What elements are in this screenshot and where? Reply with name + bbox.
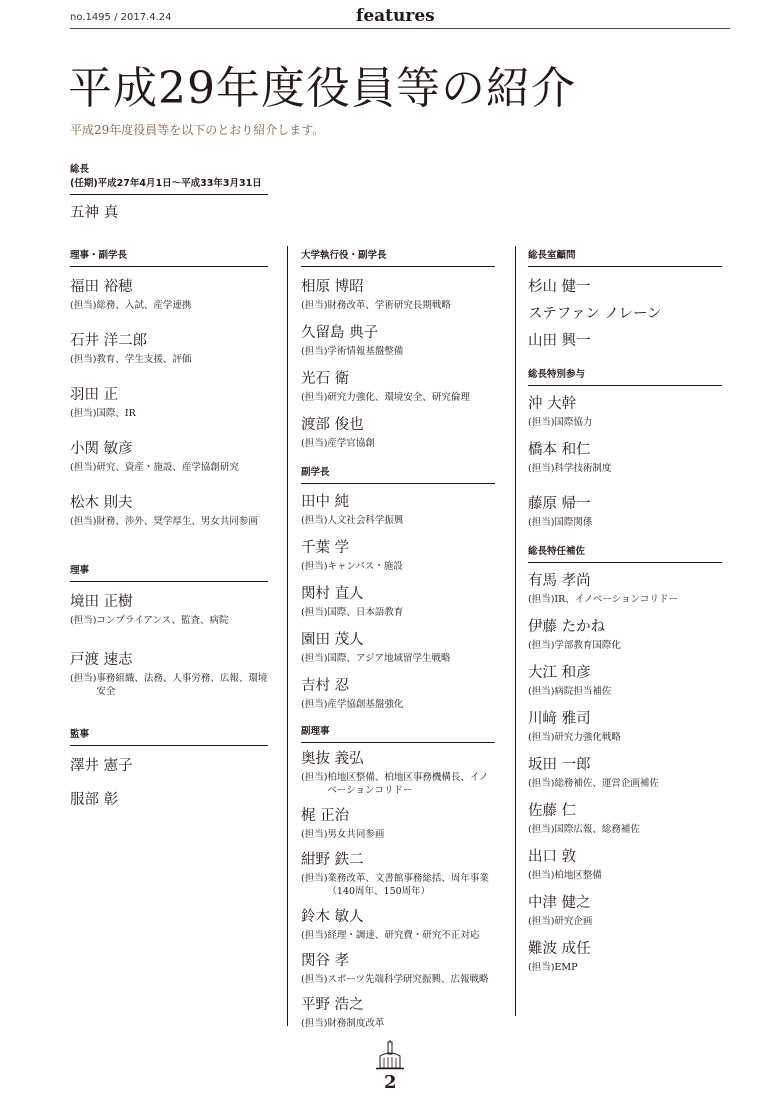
member-role: [301, 828, 495, 841]
column-1: [70, 249, 268, 809]
role-prefix: (担当): [301, 829, 328, 840]
role-text: 学術情報基盤整備: [327, 346, 404, 357]
member-name: 紺野 鉄二: [301, 852, 364, 868]
member: [301, 585, 495, 619]
role-text: 学部教育国際化: [554, 640, 621, 651]
role-prefix: (担当): [301, 1018, 328, 1029]
role-text: 総務補佐、運営企画補佐: [554, 778, 659, 789]
member: [301, 908, 495, 942]
role-prefix: (担当): [528, 640, 555, 651]
member: [528, 710, 722, 744]
group-heading: 監事: [70, 728, 268, 746]
group-heading: 副学長: [301, 466, 495, 484]
member-role: [301, 872, 495, 898]
member: [301, 493, 495, 527]
role-prefix: (担当): [528, 916, 555, 927]
member-role: [301, 973, 495, 986]
group-heading: 大学執行役・副学長: [301, 249, 495, 267]
role-text: 業務改革、文書館事務総括、周年事業（140周年、150周年）: [327, 873, 489, 897]
member-role: [301, 299, 495, 312]
role-prefix: (担当): [70, 462, 97, 473]
member: [301, 416, 495, 450]
role-text: EMP: [554, 962, 578, 973]
group-3-1: [528, 249, 722, 350]
member-name: 出口 敦: [528, 849, 577, 865]
member-name: 平野 浩之: [301, 997, 364, 1013]
member: [70, 494, 268, 528]
member-role: [528, 961, 722, 974]
member-name: 橋本 和仁: [528, 442, 591, 458]
member: [301, 952, 495, 986]
role-text: 国際、IR: [96, 408, 136, 419]
role-text: IR、イノベーションコリドー: [554, 594, 678, 605]
role-prefix: (担当): [70, 300, 97, 311]
column-2: [301, 249, 495, 1030]
member: [70, 440, 268, 474]
yasuda-auditorium-icon: [376, 1040, 404, 1070]
role-prefix: (担当): [301, 974, 328, 985]
role-prefix: (担当): [528, 686, 555, 697]
group-3-3: [528, 545, 722, 974]
member-role: [301, 606, 495, 619]
member-name: 久留島 典子: [301, 325, 379, 341]
role-prefix: (担当): [528, 732, 555, 743]
member: [70, 791, 268, 809]
member-name: 佐藤 仁: [528, 803, 577, 819]
role-prefix: (担当): [528, 962, 555, 973]
member-role: [70, 515, 268, 528]
member-name: 澤井 憲子: [70, 758, 133, 774]
role-text: 研究企画: [554, 916, 593, 927]
role-text: 国際、アジア地域留学生戦略: [327, 653, 451, 664]
role-text: 国際、日本語教育: [327, 607, 404, 618]
member: [528, 278, 722, 296]
role-text: 科学技術制度: [554, 463, 612, 474]
role-prefix: (担当): [301, 873, 328, 884]
role-prefix: (担当): [301, 300, 328, 311]
member-name: 戸渡 速志: [70, 652, 133, 668]
role-prefix: (担当): [528, 778, 555, 789]
member: [301, 631, 495, 665]
member-name: 園田 茂人: [301, 632, 364, 648]
role-text: 研究力強化戦略: [554, 732, 621, 743]
member: [301, 750, 495, 797]
role-prefix: (担当): [528, 517, 555, 528]
role-text: 研究、資産・施設、産学協創研究: [96, 462, 239, 473]
role-prefix: (担当): [70, 354, 97, 365]
group-1-1: [70, 249, 268, 528]
member-name: 服部 彰: [70, 792, 119, 808]
group-heading: 総長特任補佐: [528, 545, 722, 563]
role-prefix: (担当): [528, 463, 555, 474]
member: [301, 370, 495, 404]
member: [301, 539, 495, 573]
group-2-1: [301, 249, 495, 450]
group-heading: 副理事: [301, 725, 495, 743]
page-number: 2: [384, 1072, 397, 1093]
role-prefix: (担当): [528, 594, 555, 605]
member: [301, 996, 495, 1030]
member-name: 藤原 帰一: [528, 496, 591, 512]
member: [528, 305, 722, 323]
member-role: [301, 698, 495, 711]
member-role: [70, 461, 268, 474]
member: [528, 756, 722, 790]
role-text: 柏地区整備: [554, 870, 602, 881]
member-name: 難波 成任: [528, 941, 591, 957]
role-text: 財務改革、学術研究長期戦略: [327, 300, 451, 311]
member-name: 相原 博昭: [301, 279, 364, 295]
role-text: スポーツ先端科学研究振興、広報戦略: [327, 974, 489, 985]
group-heading: 総長室顧問: [528, 249, 722, 267]
member-role: [70, 407, 268, 420]
role-prefix: (担当): [70, 408, 97, 419]
role-text: 国際協力: [554, 417, 593, 428]
role-prefix: (担当): [301, 699, 328, 710]
member-name: 中津 健之: [528, 895, 591, 911]
page-title: 平成29年度役員等の紹介: [68, 63, 576, 114]
group-heading: 理事: [70, 564, 268, 582]
member: [528, 664, 722, 698]
member-name: 渡部 俊也: [301, 417, 364, 433]
member-role: [70, 299, 268, 312]
member-name: 関谷 孝: [301, 953, 350, 969]
president-block: [70, 163, 268, 222]
member-role: [301, 560, 495, 573]
member: [528, 441, 722, 475]
member: [301, 677, 495, 711]
member-role: [301, 1017, 495, 1030]
member: [301, 324, 495, 358]
member-role: [301, 437, 495, 450]
member-name: 吉村 忍: [301, 678, 350, 694]
role-prefix: (担当): [528, 417, 555, 428]
member: [70, 386, 268, 420]
member-role: [70, 353, 268, 366]
role-prefix: (担当): [301, 930, 328, 941]
member-name: 坂田 一郎: [528, 757, 591, 773]
role-text: 国際広報、総務補佐: [554, 824, 640, 835]
member: [528, 618, 722, 652]
group-1-2: [70, 564, 268, 698]
member: [70, 278, 268, 312]
role-text: キャンパス・施設: [327, 561, 403, 572]
member: [528, 495, 722, 529]
role-text: 男女共同参画: [327, 829, 385, 840]
section-title: features: [356, 6, 435, 26]
member-name: 境田 正樹: [70, 594, 133, 610]
role-prefix: (担当): [301, 346, 328, 357]
member-role: [528, 731, 722, 744]
role-prefix: (担当): [301, 772, 328, 783]
column-divider: [515, 246, 516, 1016]
member: [301, 278, 495, 312]
member-role: [528, 416, 722, 429]
lead-text: 平成29年度役員等を以下のとおり紹介します。: [70, 123, 325, 137]
member-name: ステファン ノレーン: [528, 306, 662, 322]
member-name: 川﨑 雅司: [528, 711, 591, 727]
member-role: [301, 514, 495, 527]
member-name: 有馬 孝尚: [528, 573, 591, 589]
role-text: 経理・調達、研究費・研究不正対応: [327, 930, 480, 941]
member: [70, 332, 268, 366]
member-role: [301, 652, 495, 665]
role-prefix: (担当): [70, 673, 97, 684]
member-name: 田中 純: [301, 494, 350, 510]
member: [301, 807, 495, 841]
column-3: [528, 249, 722, 974]
member: [70, 757, 268, 775]
header-rule: [70, 28, 730, 29]
role-prefix: (担当): [70, 516, 97, 527]
issue-number: no.1495 / 2017.4.24: [70, 12, 172, 23]
role-prefix: (担当): [301, 392, 328, 403]
member-role: [528, 869, 722, 882]
president-term: (任期)平成27年4月1日〜平成33年3月31日: [70, 177, 268, 195]
member: [70, 593, 268, 627]
role-text: 産学官協創: [327, 438, 375, 449]
role-prefix: (担当): [301, 515, 328, 526]
member-role: [70, 672, 268, 698]
member-role: [528, 639, 722, 652]
president-heading: 総長: [70, 164, 90, 175]
member-name: 奥抜 義弘: [301, 751, 364, 767]
member: [528, 572, 722, 606]
role-text: 国際関係: [554, 517, 593, 528]
member-name: 小関 敏彦: [70, 441, 133, 457]
member-name: 光石 衛: [301, 371, 350, 387]
member-role: [301, 345, 495, 358]
role-prefix: (担当): [528, 870, 555, 881]
member-role: [301, 771, 495, 797]
member-name: 杉山 健一: [528, 279, 591, 295]
member: [528, 848, 722, 882]
role-prefix: (担当): [301, 561, 328, 572]
role-text: 産学協創基盤強化: [327, 699, 404, 710]
member-role: [528, 685, 722, 698]
member-name: 福田 裕穂: [70, 279, 133, 295]
role-text: コンプライアンス、監査、病院: [96, 615, 229, 626]
member: [301, 851, 495, 898]
member-role: [528, 593, 722, 606]
member: [528, 802, 722, 836]
group-2-3: [301, 725, 495, 1030]
member-name: 沖 大幹: [528, 396, 577, 412]
member-role: [528, 777, 722, 790]
member-name: 千葉 学: [301, 540, 350, 556]
member: [528, 940, 722, 974]
group-2-2: [301, 466, 495, 711]
member-name: 関村 直人: [301, 586, 364, 602]
member-role: [528, 462, 722, 475]
role-text: 財務制度改革: [327, 1018, 385, 1029]
role-prefix: (担当): [528, 824, 555, 835]
column-divider: [287, 246, 288, 1026]
member-role: [70, 614, 268, 627]
role-prefix: (担当): [301, 653, 328, 664]
member: [528, 894, 722, 928]
president-name: 五神 真: [70, 205, 119, 221]
role-text: 病院担当補佐: [554, 686, 612, 697]
member-name: 羽田 正: [70, 387, 119, 403]
role-text: 人文社会科学振興: [327, 515, 404, 526]
member-name: 松木 則夫: [70, 495, 133, 511]
group-heading: 総長特別参与: [528, 368, 722, 386]
member-role: [528, 823, 722, 836]
member-role: [528, 516, 722, 529]
member: [528, 395, 722, 429]
group-heading: 理事・副学長: [70, 249, 268, 267]
member-name: 石井 洋二郎: [70, 333, 148, 349]
member-role: [301, 929, 495, 942]
role-prefix: (担当): [301, 607, 328, 618]
role-text: 教育、学生支援、評価: [96, 354, 192, 365]
member: [70, 651, 268, 698]
group-3-2: [528, 368, 722, 529]
group-1-3: [70, 728, 268, 809]
role-text: 研究力強化、環境安全、研究倫理: [327, 392, 470, 403]
role-text: 財務、渉外、奨学厚生、男女共同参画: [96, 516, 258, 527]
member-name: 梶 正治: [301, 808, 350, 824]
member-role: [528, 915, 722, 928]
role-text: 柏地区整備、柏地区事務機構長、イノベーションコリドー: [327, 772, 489, 796]
role-text: 事務組織、法務、人事労務、広報、環境安全: [96, 673, 268, 697]
role-text: 総務、入試、産学連携: [96, 300, 192, 311]
role-prefix: (担当): [70, 615, 97, 626]
member-name: 大江 和彦: [528, 665, 591, 681]
member-role: [301, 391, 495, 404]
member-name: 伊藤 たかね: [528, 619, 606, 635]
member-name: 山田 興一: [528, 333, 591, 349]
member-name: 鈴木 敏人: [301, 909, 364, 925]
member: [528, 332, 722, 350]
role-prefix: (担当): [301, 438, 328, 449]
